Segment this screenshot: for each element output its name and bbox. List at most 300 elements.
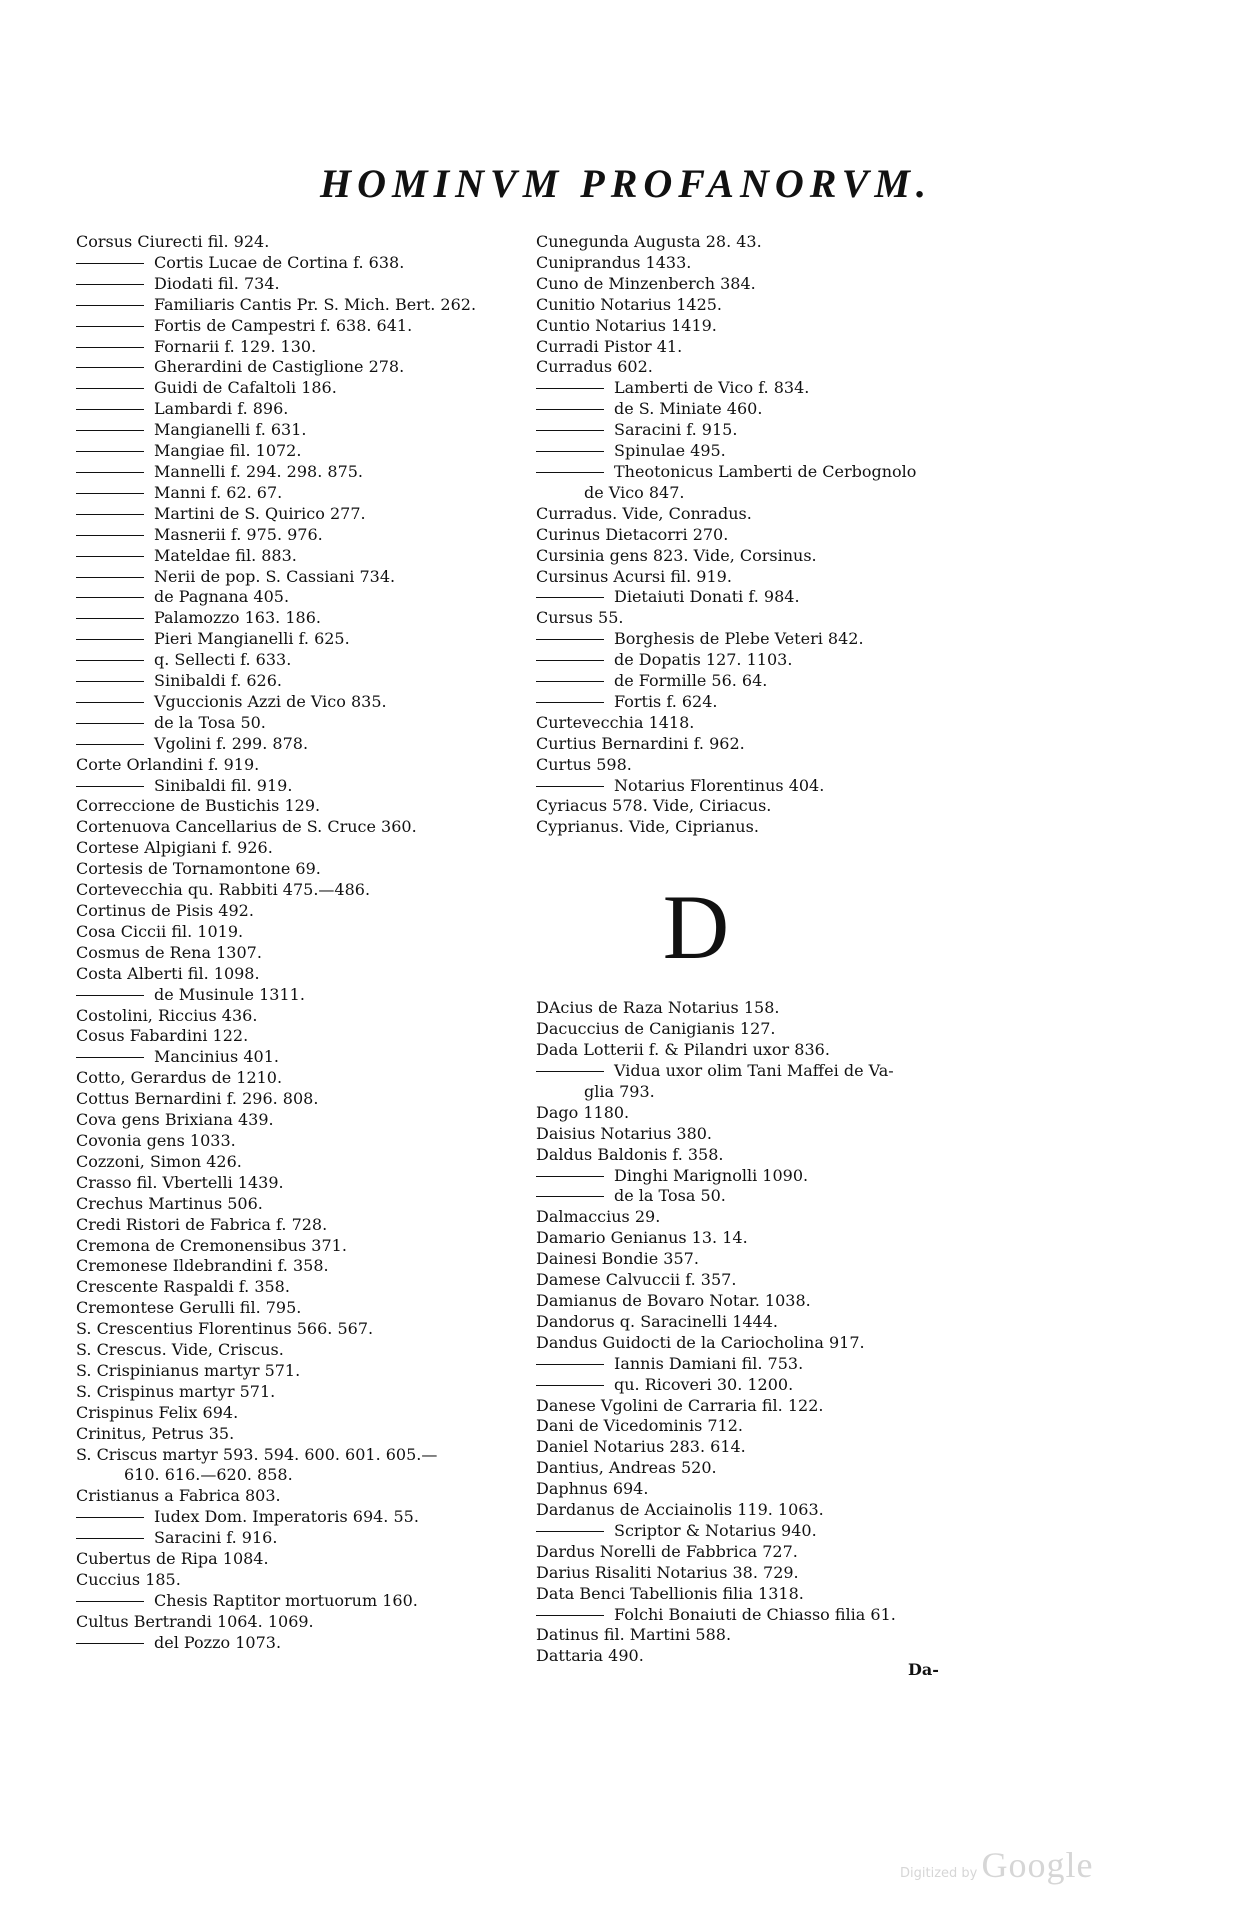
index-entry-text: Curinus Dietacorri 270. bbox=[536, 524, 729, 544]
index-entry-text: de Pagnana 405. bbox=[154, 587, 290, 607]
index-entry-text: Masnerii f. 975. 976. bbox=[154, 524, 323, 544]
index-entry-text: de S. Miniate 460. bbox=[614, 399, 763, 419]
index-entry bbox=[536, 337, 986, 358]
index-entry bbox=[76, 1068, 516, 1089]
index-entry bbox=[76, 1633, 516, 1654]
index-entry-text: Vidua uxor olim Tani Maffei de Va- bbox=[614, 1061, 894, 1080]
index-entry-text: Dada Lotterii f. & Pilandri uxor 836. bbox=[536, 1040, 830, 1060]
index-entry-text: de Vico 847. bbox=[584, 482, 685, 502]
index-entry bbox=[76, 901, 516, 922]
index-entry-text: Damianus de Bovaro Notar. 1038. bbox=[536, 1290, 811, 1310]
index-entry-text: Cursinus Acursi fil. 919. bbox=[536, 566, 732, 586]
index-entry-text: Familiaris Cantis Pr. S. Mich. Bert. 262. bbox=[154, 294, 477, 314]
index-entry bbox=[76, 796, 516, 817]
ditto-dash bbox=[76, 347, 144, 348]
index-entry-text: Vgolini f. 299. 878. bbox=[154, 733, 309, 753]
index-entry bbox=[536, 587, 986, 608]
ditto-dash bbox=[76, 367, 144, 368]
ditto-dash bbox=[76, 723, 144, 724]
index-entry-text: Cortevecchia qu. Rabbiti 475.—486. bbox=[76, 880, 371, 900]
index-entry bbox=[536, 1228, 986, 1249]
index-entry bbox=[76, 1361, 516, 1382]
index-entry-text: Daldus Baldonis f. 358. bbox=[536, 1144, 724, 1164]
index-entry-text: Corte Orlandini f. 919. bbox=[76, 754, 260, 774]
index-entry-text: Dacuccius de Canigianis 127. bbox=[536, 1019, 776, 1039]
index-entry bbox=[76, 504, 516, 525]
index-entry bbox=[76, 1382, 516, 1403]
index-entry-text: Cosmus de Rena 1307. bbox=[76, 942, 262, 962]
index-entry-text: Vguccionis Azzi de Vico 835. bbox=[154, 691, 387, 711]
ditto-dash bbox=[536, 660, 604, 661]
index-entry bbox=[536, 1375, 986, 1396]
index-entry bbox=[76, 1047, 516, 1068]
index-entry-text: Credi Ristori de Fabrica f. 728. bbox=[76, 1214, 328, 1234]
index-entry bbox=[536, 713, 986, 734]
index-entry-text: DAcius de Raza Notarius 158. bbox=[536, 998, 780, 1018]
index-entry bbox=[536, 420, 986, 441]
index-entry bbox=[76, 1528, 516, 1549]
ditto-dash bbox=[76, 388, 144, 389]
index-entry bbox=[76, 587, 516, 608]
index-entry-text: Fortis f. 624. bbox=[614, 691, 718, 711]
index-entry bbox=[76, 274, 516, 295]
index-entry-text: Curtus 598. bbox=[536, 754, 632, 774]
index-entry bbox=[536, 1500, 986, 1521]
index-entry bbox=[76, 776, 516, 797]
ditto-dash bbox=[536, 388, 604, 389]
index-entry bbox=[76, 817, 516, 838]
index-entry bbox=[536, 1542, 986, 1563]
index-entry-text: Corsus Ciurecti fil. 924. bbox=[76, 232, 270, 251]
index-entry-text: Nerii de pop. S. Cassiani 734. bbox=[154, 566, 396, 586]
index-entry bbox=[76, 859, 516, 880]
index-entry bbox=[76, 671, 516, 692]
digitized-watermark bbox=[900, 1844, 1093, 1886]
index-entry-text: S. Criscus martyr 593. 594. 600. 601. 605.— bbox=[76, 1444, 438, 1464]
index-entry bbox=[76, 692, 516, 713]
index-entry bbox=[536, 1605, 986, 1626]
index-entry bbox=[76, 1026, 516, 1047]
index-entry bbox=[536, 567, 986, 588]
index-entry bbox=[76, 1340, 516, 1361]
index-entry-text: Crinitus, Petrus 35. bbox=[76, 1423, 235, 1443]
index-entry bbox=[76, 1110, 516, 1131]
index-entry-text: Daphnus 694. bbox=[536, 1479, 649, 1499]
index-entry bbox=[76, 1403, 516, 1424]
index-entry bbox=[536, 378, 986, 399]
index-entry-text: Notarius Florentinus 404. bbox=[614, 775, 825, 795]
ditto-dash bbox=[76, 597, 144, 598]
index-entry-text: Cristianus a Fabrica 803. bbox=[76, 1486, 281, 1506]
index-entry bbox=[76, 943, 516, 964]
index-entry-text: S. Crescentius Florentinus 566. 567. bbox=[76, 1319, 374, 1339]
index-entry bbox=[76, 838, 516, 859]
index-entry bbox=[536, 1291, 986, 1312]
ditto-dash bbox=[536, 1196, 604, 1197]
index-entry bbox=[536, 483, 986, 504]
index-entry bbox=[536, 1333, 986, 1354]
ditto-dash bbox=[76, 1517, 144, 1518]
index-entry bbox=[536, 692, 986, 713]
ditto-dash bbox=[76, 744, 144, 745]
index-entry bbox=[536, 232, 986, 253]
index-entry-text: Dantius, Andreas 520. bbox=[536, 1458, 717, 1478]
index-entry bbox=[76, 462, 516, 483]
index-entry bbox=[536, 1124, 986, 1145]
index-entry-text: Cosa Ciccii fil. 1019. bbox=[76, 921, 244, 941]
index-entry bbox=[536, 525, 986, 546]
index-entry-text: Sinibaldi fil. 919. bbox=[154, 775, 293, 795]
index-entry bbox=[76, 1570, 516, 1591]
index-entry bbox=[76, 1131, 516, 1152]
ditto-dash bbox=[76, 639, 144, 640]
index-entry-text: Dainesi Bondie 357. bbox=[536, 1249, 699, 1269]
index-entry bbox=[536, 546, 986, 567]
index-entry bbox=[536, 796, 986, 817]
index-entry-text: Correccione de Bustichis 129. bbox=[76, 796, 321, 816]
ditto-dash bbox=[536, 639, 604, 640]
index-entry-text: qu. Ricoveri 30. 1200. bbox=[614, 1374, 794, 1394]
index-entry-text: Curradus 602. bbox=[536, 357, 653, 377]
ditto-dash bbox=[76, 451, 144, 452]
index-entry bbox=[536, 253, 986, 274]
index-entry-text: Dinghi Marignolli 1090. bbox=[614, 1165, 809, 1185]
index-entry bbox=[536, 998, 986, 1019]
index-entry-text: de Dopatis 127. 1103. bbox=[614, 650, 793, 670]
index-entry bbox=[76, 1424, 516, 1445]
index-entry bbox=[76, 1152, 516, 1173]
index-entry-text: Danese Vgolini de Carraria fil. 122. bbox=[536, 1395, 824, 1415]
index-entry bbox=[76, 1006, 516, 1027]
index-entry-text: Diodati fil. 734. bbox=[154, 273, 280, 293]
index-entry bbox=[76, 629, 516, 650]
index-entry-text: Cuntio Notarius 1419. bbox=[536, 315, 717, 335]
index-entry bbox=[76, 1507, 516, 1528]
index-entry-text: Crispinus Felix 694. bbox=[76, 1402, 239, 1422]
ditto-dash bbox=[536, 1176, 604, 1177]
index-entry-text: Lambardi f. 896. bbox=[154, 399, 289, 419]
watermark-brand: Google bbox=[981, 1845, 1094, 1885]
index-entry bbox=[536, 1521, 986, 1542]
page-title: HOMINVM PROFANORVM. bbox=[320, 161, 932, 206]
index-entry bbox=[76, 483, 516, 504]
ditto-dash bbox=[76, 430, 144, 431]
index-entry-text: 610. 616.—620. 858. bbox=[124, 1465, 293, 1485]
index-entry-text: Guidi de Cafaltoli 186. bbox=[154, 378, 337, 398]
ditto-dash bbox=[536, 681, 604, 682]
ditto-dash bbox=[76, 1601, 144, 1602]
index-entry bbox=[536, 295, 986, 316]
index-entry-text: Cotto, Gerardus de 1210. bbox=[76, 1068, 283, 1088]
index-entry bbox=[536, 817, 986, 838]
ditto-dash bbox=[76, 493, 144, 494]
index-entry bbox=[76, 420, 516, 441]
ditto-dash bbox=[536, 1385, 604, 1386]
index-entry-text: Cuniprandus 1433. bbox=[536, 252, 692, 272]
index-entry bbox=[76, 1549, 516, 1570]
index-entry-text: Cortenuova Cancellarius de S. Cruce 360. bbox=[76, 817, 417, 837]
index-entry bbox=[536, 1584, 986, 1605]
index-entry bbox=[536, 776, 986, 797]
index-entry bbox=[76, 1089, 516, 1110]
ditto-dash bbox=[76, 326, 144, 327]
index-entry bbox=[76, 441, 516, 462]
ditto-dash bbox=[536, 702, 604, 703]
index-entry-text: Curtius Bernardini f. 962. bbox=[536, 733, 745, 753]
index-entry-text: Mannelli f. 294. 298. 875. bbox=[154, 461, 364, 481]
index-entry-text: de la Tosa 50. bbox=[154, 712, 266, 732]
index-entry bbox=[76, 357, 516, 378]
index-entry-text: Manni f. 62. 67. bbox=[154, 482, 283, 502]
index-entry-text: Dardus Norelli de Fabbrica 727. bbox=[536, 1541, 798, 1561]
ditto-dash bbox=[76, 514, 144, 515]
index-entry bbox=[76, 378, 516, 399]
index-entry-text: Cortis Lucae de Cortina f. 638. bbox=[154, 252, 405, 272]
index-entry-text: glia 793. bbox=[584, 1081, 655, 1101]
index-entry bbox=[536, 629, 986, 650]
index-entry-text: S. Crescus. Vide, Criscus. bbox=[76, 1340, 284, 1360]
index-entry-text: Folchi Bonaiuti de Chiasso filia 61. bbox=[614, 1604, 896, 1624]
index-entry bbox=[76, 337, 516, 358]
index-entry bbox=[536, 274, 986, 295]
index-left-column bbox=[76, 232, 516, 1654]
ditto-dash bbox=[536, 430, 604, 431]
index-entry-text: Cyriacus 578. Vide, Ciriacus. bbox=[536, 796, 772, 816]
index-entry bbox=[76, 1465, 516, 1486]
index-entry bbox=[536, 357, 986, 378]
ditto-dash bbox=[536, 409, 604, 410]
ditto-dash bbox=[536, 1364, 604, 1365]
index-entry-text: Cultus Bertrandi 1064. 1069. bbox=[76, 1611, 314, 1631]
index-entry bbox=[536, 1437, 986, 1458]
index-entry-text: Chesis Raptitor mortuorum 160. bbox=[154, 1590, 418, 1610]
index-entry bbox=[536, 399, 986, 420]
ditto-dash bbox=[536, 786, 604, 787]
index-entry-text: Cozzoni, Simon 426. bbox=[76, 1151, 242, 1171]
index-entry-text: Dalmaccius 29. bbox=[536, 1207, 661, 1227]
index-entry-text: Gherardini de Castiglione 278. bbox=[154, 357, 405, 377]
index-entry-text: Spinulae 495. bbox=[614, 441, 726, 461]
index-entry bbox=[536, 441, 986, 462]
index-entry bbox=[76, 295, 516, 316]
index-entry bbox=[76, 1298, 516, 1319]
ditto-dash bbox=[76, 556, 144, 557]
index-entry-text: Cunitio Notarius 1425. bbox=[536, 294, 723, 314]
index-entry bbox=[76, 1486, 516, 1507]
index-entry bbox=[536, 1458, 986, 1479]
index-entry-text: Cortesis de Tornamontone 69. bbox=[76, 859, 321, 879]
index-entry bbox=[536, 1145, 986, 1166]
index-entry-text: Curradi Pistor 41. bbox=[536, 336, 683, 356]
ditto-dash bbox=[76, 305, 144, 306]
index-entry-text: Cortese Alpigiani f. 926. bbox=[76, 838, 273, 858]
index-entry-text: Darius Risaliti Notarius 38. 729. bbox=[536, 1562, 799, 1582]
index-entry-text: Costa Alberti fil. 1098. bbox=[76, 963, 260, 983]
index-entry-text: Theotonicus Lamberti de Cerbognolo bbox=[614, 461, 917, 481]
ditto-dash bbox=[76, 284, 144, 285]
index-entry-text: de Formille 56. 64. bbox=[614, 671, 768, 691]
index-entry-text: Crechus Martinus 506. bbox=[76, 1193, 263, 1213]
index-entry bbox=[76, 316, 516, 337]
index-entry bbox=[536, 1354, 986, 1375]
index-entry bbox=[76, 546, 516, 567]
index-entry-text: Dani de Vicedominis 712. bbox=[536, 1416, 743, 1436]
index-entry bbox=[76, 1277, 516, 1298]
index-entry-text: Mangiae fil. 1072. bbox=[154, 441, 302, 461]
index-right-top bbox=[536, 232, 986, 838]
index-entry-text: Mateldae fil. 883. bbox=[154, 545, 297, 565]
index-entry bbox=[76, 1215, 516, 1236]
index-entry-text: Cremontese Gerulli fil. 795. bbox=[76, 1298, 302, 1318]
ditto-dash bbox=[536, 1615, 604, 1616]
index-entry-text: Cuno de Minzenberch 384. bbox=[536, 273, 756, 293]
index-entry bbox=[536, 1249, 986, 1270]
index-entry-text: Daisius Notarius 380. bbox=[536, 1123, 713, 1143]
index-entry bbox=[536, 1019, 986, 1040]
index-entry-text: Pieri Mangianelli f. 625. bbox=[154, 629, 350, 649]
ditto-dash bbox=[76, 577, 144, 578]
index-entry-text: S. Crispinus martyr 571. bbox=[76, 1381, 276, 1401]
index-entry bbox=[536, 462, 986, 483]
index-entry-text: Scriptor & Notarius 940. bbox=[614, 1520, 817, 1540]
index-entry-text: Cuccius 185. bbox=[76, 1570, 181, 1589]
index-entry-text: Cremonese Ildebrandini f. 358. bbox=[76, 1256, 329, 1276]
index-entry bbox=[76, 650, 516, 671]
index-entry-text: Dandorus q. Saracinelli 1444. bbox=[536, 1311, 778, 1331]
ditto-dash bbox=[76, 472, 144, 473]
ditto-dash bbox=[76, 618, 144, 619]
index-entry bbox=[76, 1591, 516, 1612]
index-entry bbox=[536, 1563, 986, 1584]
ditto-dash bbox=[76, 702, 144, 703]
index-entry bbox=[76, 1194, 516, 1215]
index-entry bbox=[536, 671, 986, 692]
index-entry-text: Fornarii f. 129. 130. bbox=[154, 336, 317, 356]
index-right-column bbox=[536, 232, 986, 1667]
index-entry bbox=[536, 650, 986, 671]
index-entry-text: q. Sellecti f. 633. bbox=[154, 650, 292, 670]
index-right-bottom bbox=[536, 998, 986, 1667]
index-entry-text: Damese Calvuccii f. 357. bbox=[536, 1270, 737, 1290]
ditto-dash bbox=[536, 1531, 604, 1532]
index-entry-text: Cova gens Brixiana 439. bbox=[76, 1110, 274, 1130]
index-entry-text: Cyprianus. Vide, Ciprianus. bbox=[536, 817, 759, 837]
index-entry-text: Crasso fil. Vbertelli 1439. bbox=[76, 1172, 284, 1192]
index-entry-text: Damario Genianus 13. 14. bbox=[536, 1228, 748, 1248]
index-entry-text: Dattaria 490. bbox=[536, 1646, 644, 1666]
index-entry bbox=[536, 734, 986, 755]
ditto-dash bbox=[76, 1538, 144, 1539]
index-entry-text: Sinibaldi f. 626. bbox=[154, 671, 282, 691]
ditto-dash bbox=[536, 472, 604, 473]
ditto-dash bbox=[536, 1071, 604, 1072]
index-entry-text: Palamozzo 163. 186. bbox=[154, 608, 321, 628]
index-entry-text: Mancinius 401. bbox=[154, 1047, 279, 1067]
index-entry-text: Dietaiuti Donati f. 984. bbox=[614, 587, 800, 607]
ditto-dash bbox=[76, 1057, 144, 1058]
index-entry bbox=[76, 399, 516, 420]
ditto-dash bbox=[76, 263, 144, 264]
index-entry bbox=[536, 755, 986, 776]
index-entry bbox=[76, 922, 516, 943]
index-entry-text: Dago 1180. bbox=[536, 1102, 630, 1122]
ditto-dash bbox=[76, 660, 144, 661]
ditto-dash bbox=[76, 786, 144, 787]
index-entry-text: de Musinule 1311. bbox=[154, 984, 305, 1004]
index-entry-text: Curtevecchia 1418. bbox=[536, 712, 695, 732]
index-entry-text: del Pozzo 1073. bbox=[154, 1632, 282, 1652]
index-entry bbox=[536, 1479, 986, 1500]
index-entry bbox=[76, 1236, 516, 1257]
index-entry bbox=[536, 504, 986, 525]
index-entry bbox=[536, 1396, 986, 1417]
watermark-prefix: Digitized by bbox=[900, 1866, 978, 1881]
index-entry bbox=[536, 1040, 986, 1061]
index-entry bbox=[76, 232, 516, 253]
catchword: Da- bbox=[908, 1660, 939, 1679]
index-entry bbox=[76, 525, 516, 546]
index-entry bbox=[76, 253, 516, 274]
index-entry-text: Mangianelli f. 631. bbox=[154, 420, 307, 440]
index-entry bbox=[76, 1256, 516, 1277]
index-entry-text: Saracini f. 916. bbox=[154, 1528, 278, 1548]
ditto-dash bbox=[76, 681, 144, 682]
index-entry-text: Cottus Bernardini f. 296. 808. bbox=[76, 1089, 319, 1109]
index-entry-text: Covonia gens 1033. bbox=[76, 1130, 236, 1150]
index-entry-text: Daniel Notarius 283. 614. bbox=[536, 1437, 746, 1457]
index-entry-text: Costolini, Riccius 436. bbox=[76, 1005, 258, 1025]
index-entry-text: Dardanus de Acciainolis 119. 1063. bbox=[536, 1500, 824, 1520]
index-entry bbox=[536, 1103, 986, 1124]
index-entry bbox=[536, 1061, 986, 1082]
index-entry-text: Iudex Dom. Imperatoris 694. 55. bbox=[154, 1507, 419, 1527]
index-entry-text: Dandus Guidocti de la Cariocholina 917. bbox=[536, 1332, 865, 1352]
index-entry bbox=[76, 608, 516, 629]
ditto-dash bbox=[76, 1643, 144, 1644]
index-entry bbox=[76, 567, 516, 588]
index-entry-text: Saracini f. 915. bbox=[614, 420, 738, 440]
index-entry-text: Curradus. Vide, Conradus. bbox=[536, 503, 752, 523]
index-entry-text: Borghesis de Plebe Veteri 842. bbox=[614, 629, 864, 649]
index-entry bbox=[536, 608, 986, 629]
index-entry-text: Cubertus de Ripa 1084. bbox=[76, 1549, 269, 1569]
index-entry bbox=[76, 734, 516, 755]
index-entry bbox=[76, 713, 516, 734]
index-entry bbox=[76, 1445, 516, 1466]
index-entry-text: S. Crispinianus martyr 571. bbox=[76, 1360, 301, 1380]
index-entry bbox=[536, 1270, 986, 1291]
ditto-dash bbox=[76, 535, 144, 536]
index-entry bbox=[76, 1319, 516, 1340]
index-entry bbox=[536, 1082, 986, 1103]
index-entry bbox=[76, 964, 516, 985]
index-entry-text: Crescente Raspaldi f. 358. bbox=[76, 1277, 290, 1297]
index-entry-text: Cosus Fabardini 122. bbox=[76, 1026, 249, 1046]
index-entry bbox=[76, 880, 516, 901]
index-entry bbox=[536, 1207, 986, 1228]
ditto-dash bbox=[76, 409, 144, 410]
index-entry-text: Fortis de Campestri f. 638. 641. bbox=[154, 315, 413, 335]
index-entry-text: Lamberti de Vico f. 834. bbox=[614, 378, 810, 398]
index-entry bbox=[76, 1612, 516, 1633]
index-entry bbox=[536, 1166, 986, 1187]
section-letter: D bbox=[662, 876, 730, 979]
index-entry-text: Cunegunda Augusta 28. 43. bbox=[536, 232, 762, 251]
index-entry-text: Cortinus de Pisis 492. bbox=[76, 901, 254, 920]
index-entry bbox=[536, 1186, 986, 1207]
ditto-dash bbox=[536, 451, 604, 452]
index-entry-text: Cursus 55. bbox=[536, 608, 624, 628]
